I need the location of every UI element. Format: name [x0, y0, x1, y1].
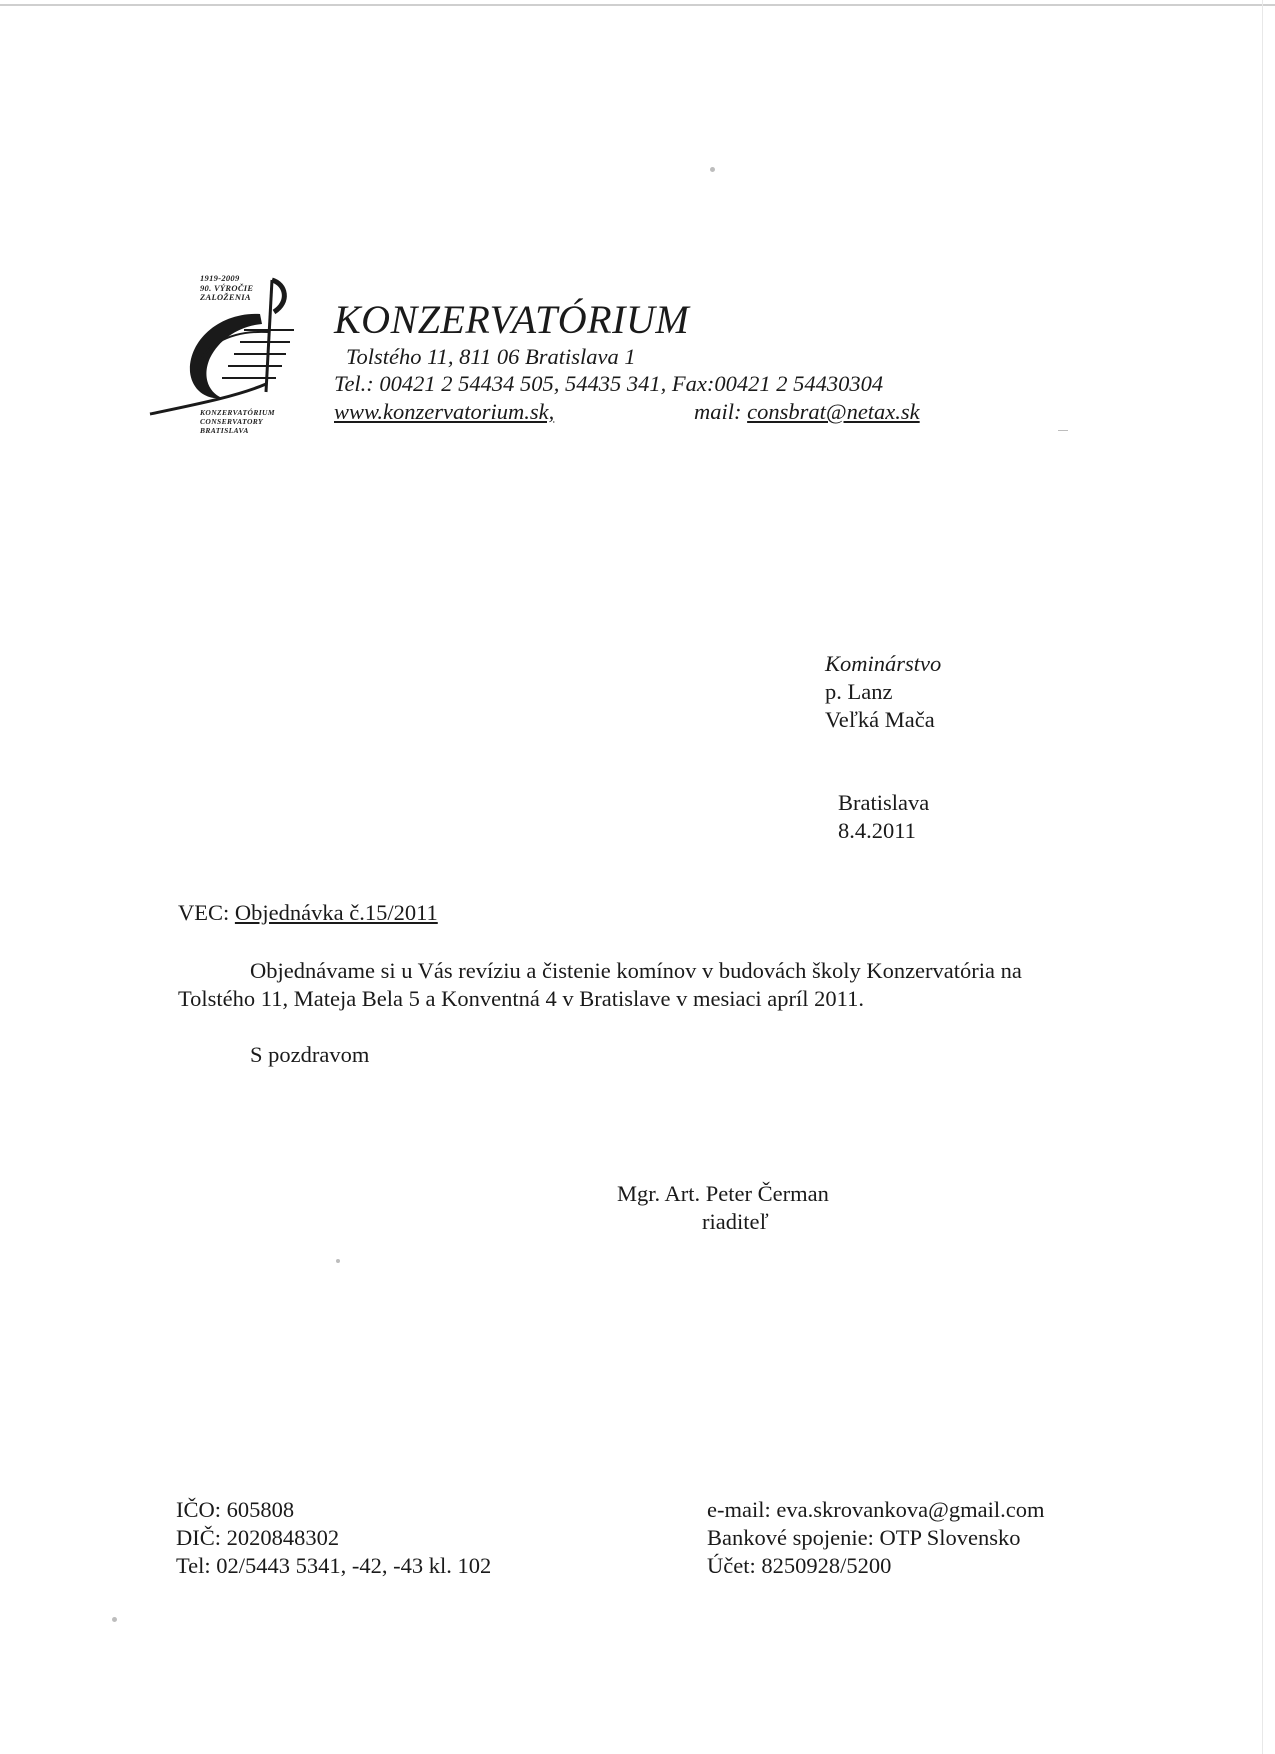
- scan-speck: [1058, 430, 1068, 431]
- logo-line: KONZERVATÓRIUM: [200, 408, 275, 417]
- recipient-person: p. Lanz: [825, 679, 893, 704]
- organization-phone-fax: Tel.: 00421 2 54434 505, 54435 341, Fax:00421 2 54430304: [334, 371, 884, 396]
- scan-speck: [710, 167, 715, 172]
- footer-bank-info: [707, 1496, 1045, 1580]
- scan-right-edge: [1262, 0, 1263, 1754]
- logo-anniversary-text: [200, 274, 253, 303]
- scan-top-edge: [0, 4, 1275, 6]
- conservatory-logo: [148, 272, 308, 444]
- logo-line: 90. VÝROČIE: [200, 282, 254, 293]
- organization-name: KONZERVATÓRIUM: [334, 297, 690, 342]
- mail-contact: [694, 399, 920, 425]
- letter-date: 8.4.2011: [838, 818, 916, 843]
- logo-line: CONSERVATORY: [200, 417, 264, 426]
- footer-tel: Tel: 02/5443 5341, -42, -43 kl. 102: [176, 1553, 492, 1578]
- subject-label: VEC:: [178, 900, 235, 925]
- footer-account: Účet: 8250928/5200: [707, 1553, 892, 1578]
- scan-speck: [336, 1259, 340, 1263]
- email-link[interactable]: consbrat@netax.sk: [747, 399, 920, 424]
- place-and-date: [838, 789, 929, 845]
- signatory-name: Mgr. Art. Peter Čerman: [617, 1181, 829, 1206]
- logo-line: BRATISLAVA: [200, 426, 249, 435]
- scan-speck: [112, 1617, 117, 1622]
- footer-bank: Bankové spojenie: OTP Slovensko: [707, 1525, 1021, 1550]
- logo-line: ZALOŽENIA: [200, 292, 251, 302]
- subject-text: Objednávka č.15/2011: [234, 900, 438, 925]
- footer-registration-info: [176, 1496, 491, 1580]
- contact-line: [334, 399, 944, 425]
- footer-email: e-mail: eva.skrovankova@gmail.com: [707, 1497, 1045, 1522]
- website-link[interactable]: www.konzervatorium.sk,: [334, 399, 555, 424]
- mail-label: mail:: [694, 399, 748, 424]
- signatory-role: riaditeľ: [702, 1209, 769, 1234]
- greeting: S pozdravom: [250, 1042, 370, 1067]
- logo-line: 1919-2009: [200, 273, 240, 283]
- subject-line: [178, 899, 438, 927]
- recipient-address: [825, 650, 941, 734]
- letter-place: Bratislava: [838, 790, 930, 815]
- body-line-1: Objednávame si u Vás revíziu a čistenie komínov v budovách školy Konzervatória na: [250, 958, 1022, 983]
- footer-ico: IČO: 605808: [176, 1497, 295, 1522]
- organization-address: Tolstého 11, 811 06 Bratislava 1: [346, 344, 636, 369]
- recipient-company: Kominárstvo: [825, 651, 942, 676]
- recipient-town: Veľká Mača: [825, 707, 935, 732]
- body-line-2: Tolstého 11, Mateja Bela 5 a Konventná 4 v Bratislave v mesiaci apríl 2011.: [178, 986, 864, 1011]
- logo-institution-text: [200, 408, 275, 435]
- footer-dic: DIČ: 2020848302: [176, 1525, 340, 1550]
